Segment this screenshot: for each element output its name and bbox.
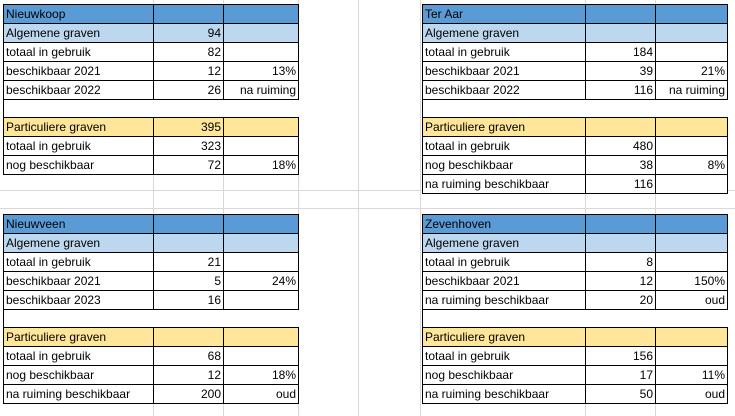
row-value-cell[interactable] <box>154 215 224 234</box>
row-value-cell[interactable]: 82 <box>154 43 224 62</box>
row-extra-cell[interactable]: oud <box>656 291 728 310</box>
spacer-row <box>423 100 728 118</box>
row-label-cell[interactable]: Particuliere graven <box>4 328 154 347</box>
block-title-row <box>423 5 728 24</box>
block-rows <box>4 215 299 404</box>
row-label-cell[interactable] <box>4 310 154 328</box>
row-value-cell[interactable] <box>586 215 656 234</box>
row-value-cell[interactable]: 12 <box>154 62 224 81</box>
row-label-cell[interactable]: nog beschikbaar <box>4 156 154 175</box>
table-row <box>423 385 728 404</box>
row-label-cell[interactable]: beschikbaar 2021 <box>423 272 586 291</box>
table-row <box>4 291 299 310</box>
row-extra-cell[interactable]: oud <box>224 385 299 404</box>
row-extra-cell[interactable] <box>224 215 299 234</box>
row-value-cell[interactable]: 200 <box>154 385 224 404</box>
table-row <box>423 253 728 272</box>
row-value-cell[interactable]: 323 <box>154 137 224 156</box>
row-label-cell[interactable]: beschikbaar 2023 <box>4 291 154 310</box>
table-row <box>4 385 299 404</box>
row-label-cell[interactable]: Zevenhoven <box>423 215 586 234</box>
row-value-cell[interactable]: 12 <box>586 272 656 291</box>
row-extra-cell[interactable] <box>224 291 299 310</box>
block-title-row <box>4 5 299 24</box>
table-row <box>423 272 728 291</box>
row-value-cell[interactable]: 8 <box>586 253 656 272</box>
row-label-cell[interactable]: totaal in gebruik <box>4 347 154 366</box>
spacer-row <box>4 310 299 328</box>
section-header-row <box>423 328 728 347</box>
spacer-row <box>423 310 728 328</box>
row-extra-cell[interactable] <box>656 5 728 24</box>
row-label-cell[interactable]: beschikbaar 2021 <box>4 62 154 81</box>
row-extra-cell[interactable] <box>656 253 728 272</box>
table-row <box>423 137 728 156</box>
section-header-row <box>423 24 728 43</box>
block-ter-aar <box>422 4 728 194</box>
row-value-cell[interactable]: 16 <box>154 291 224 310</box>
row-extra-cell[interactable]: oud <box>656 385 728 404</box>
table-row <box>423 366 728 385</box>
block-rows <box>4 5 299 175</box>
row-value-cell[interactable] <box>586 310 656 328</box>
row-value-cell[interactable]: 116 <box>586 175 656 194</box>
row-value-cell[interactable] <box>586 24 656 43</box>
row-value-cell[interactable]: 38 <box>586 156 656 175</box>
row-label-cell[interactable]: Particuliere graven <box>4 118 154 137</box>
table-row <box>423 62 728 81</box>
row-extra-cell[interactable] <box>656 43 728 62</box>
row-label-cell[interactable]: Algemene graven <box>4 234 154 253</box>
block-nieuwveen <box>3 214 299 404</box>
row-extra-cell[interactable]: 150% <box>656 272 728 291</box>
row-extra-cell[interactable]: 24% <box>224 272 299 291</box>
row-label-cell[interactable]: beschikbaar 2022 <box>423 81 586 100</box>
section-header-row <box>423 234 728 253</box>
row-value-cell[interactable] <box>154 234 224 253</box>
row-label-cell[interactable]: totaal in gebruik <box>423 253 586 272</box>
section-header-row <box>4 328 299 347</box>
row-label-cell[interactable]: totaal in gebruik <box>423 43 586 62</box>
row-extra-cell[interactable] <box>224 328 299 347</box>
row-value-cell[interactable]: 5 <box>154 272 224 291</box>
row-value-cell[interactable] <box>154 310 224 328</box>
row-label-cell[interactable]: totaal in gebruik <box>4 43 154 62</box>
row-extra-cell[interactable] <box>656 100 728 118</box>
row-value-cell[interactable]: 480 <box>586 137 656 156</box>
row-value-cell[interactable]: 50 <box>586 385 656 404</box>
block-nieuwkoop <box>3 4 299 175</box>
row-extra-cell[interactable] <box>656 24 728 43</box>
block-rows <box>423 5 728 194</box>
row-label-cell[interactable] <box>4 100 154 118</box>
block-title-row <box>4 215 299 234</box>
row-extra-cell[interactable]: 18% <box>224 366 299 385</box>
row-extra-cell[interactable] <box>224 310 299 328</box>
table-row <box>4 253 299 272</box>
block-title-row <box>423 215 728 234</box>
row-extra-cell[interactable] <box>224 100 299 118</box>
row-value-cell[interactable] <box>154 100 224 118</box>
row-value-cell[interactable]: 21 <box>154 253 224 272</box>
table-row <box>423 81 728 100</box>
row-label-cell[interactable]: Particuliere graven <box>423 118 586 137</box>
row-label-cell[interactable]: nog beschikbaar <box>423 156 586 175</box>
row-value-cell[interactable]: 94 <box>154 24 224 43</box>
table-row <box>423 175 728 194</box>
row-extra-cell[interactable]: 18% <box>224 156 299 175</box>
row-label-cell[interactable]: Particuliere graven <box>423 328 586 347</box>
row-extra-cell[interactable] <box>224 5 299 24</box>
row-extra-cell[interactable] <box>224 253 299 272</box>
section-header-row <box>4 118 299 137</box>
row-extra-cell[interactable]: 11% <box>656 366 728 385</box>
table-row <box>4 137 299 156</box>
table-row <box>423 291 728 310</box>
row-extra-cell[interactable] <box>656 310 728 328</box>
table-row <box>4 366 299 385</box>
row-value-cell[interactable] <box>586 234 656 253</box>
row-label-cell[interactable]: na ruiming beschikbaar <box>4 385 154 404</box>
row-label-cell[interactable]: na ruiming beschikbaar <box>423 291 586 310</box>
table-row <box>4 62 299 81</box>
row-label-cell[interactable]: nog beschikbaar <box>4 366 154 385</box>
row-extra-cell[interactable] <box>656 347 728 366</box>
row-label-cell[interactable]: totaal in gebruik <box>4 137 154 156</box>
row-label-cell[interactable]: Nieuwveen <box>4 215 154 234</box>
row-value-cell[interactable]: 156 <box>586 347 656 366</box>
row-extra-cell[interactable] <box>224 24 299 43</box>
row-value-cell[interactable]: 72 <box>154 156 224 175</box>
row-label-cell[interactable]: beschikbaar 2022 <box>4 81 154 100</box>
row-value-cell[interactable]: 26 <box>154 81 224 100</box>
row-label-cell[interactable]: nog beschikbaar <box>423 366 586 385</box>
row-extra-cell[interactable] <box>656 234 728 253</box>
row-extra-cell[interactable]: 13% <box>224 62 299 81</box>
table-row <box>4 43 299 62</box>
block-zevenhoven <box>422 214 728 404</box>
row-extra-cell[interactable] <box>656 328 728 347</box>
block-rows <box>423 215 728 404</box>
row-label-cell[interactable]: Algemene graven <box>4 24 154 43</box>
table-row <box>4 272 299 291</box>
row-value-cell[interactable] <box>586 328 656 347</box>
row-extra-cell[interactable] <box>224 118 299 137</box>
row-value-cell[interactable] <box>154 328 224 347</box>
row-extra-cell[interactable]: na ruiming <box>224 81 299 100</box>
row-label-cell[interactable]: na ruiming beschikbaar <box>423 175 586 194</box>
row-value-cell[interactable]: 12 <box>154 366 224 385</box>
row-label-cell[interactable]: beschikbaar 2021 <box>423 62 586 81</box>
row-label-cell[interactable]: Ter Aar <box>423 5 586 24</box>
row-extra-cell[interactable]: 8% <box>656 156 728 175</box>
row-value-cell[interactable]: 68 <box>154 347 224 366</box>
row-value-cell[interactable] <box>586 100 656 118</box>
table-row <box>423 156 728 175</box>
row-label-cell[interactable]: na ruiming beschikbaar <box>423 385 586 404</box>
section-header-row <box>4 234 299 253</box>
row-label-cell[interactable]: beschikbaar 2021 <box>4 272 154 291</box>
row-value-cell[interactable] <box>586 118 656 137</box>
row-label-cell[interactable] <box>423 100 586 118</box>
row-label-cell[interactable] <box>423 310 586 328</box>
row-extra-cell[interactable] <box>224 234 299 253</box>
row-extra-cell[interactable] <box>224 43 299 62</box>
row-value-cell[interactable]: 17 <box>586 366 656 385</box>
row-extra-cell[interactable] <box>656 118 728 137</box>
row-label-cell[interactable]: Algemene graven <box>423 234 586 253</box>
row-value-cell[interactable]: 184 <box>586 43 656 62</box>
row-value-cell[interactable]: 395 <box>154 118 224 137</box>
row-label-cell[interactable]: Algemene graven <box>423 24 586 43</box>
row-value-cell[interactable] <box>586 5 656 24</box>
table-row <box>4 81 299 100</box>
row-value-cell[interactable]: 20 <box>586 291 656 310</box>
row-extra-cell[interactable]: 21% <box>656 62 728 81</box>
row-extra-cell[interactable]: na ruiming <box>656 81 728 100</box>
row-value-cell[interactable] <box>154 5 224 24</box>
row-extra-cell[interactable] <box>224 347 299 366</box>
row-extra-cell[interactable] <box>656 215 728 234</box>
table-row <box>423 347 728 366</box>
row-label-cell[interactable]: totaal in gebruik <box>423 347 586 366</box>
table-row <box>4 347 299 366</box>
row-value-cell[interactable]: 39 <box>586 62 656 81</box>
row-label-cell[interactable]: totaal in gebruik <box>4 253 154 272</box>
section-header-row <box>423 118 728 137</box>
row-extra-cell[interactable] <box>224 137 299 156</box>
section-header-row <box>4 24 299 43</box>
row-extra-cell[interactable] <box>656 137 728 156</box>
row-label-cell[interactable]: totaal in gebruik <box>423 137 586 156</box>
table-row <box>423 43 728 62</box>
table-row <box>4 156 299 175</box>
row-label-cell[interactable]: Nieuwkoop <box>4 5 154 24</box>
row-extra-cell[interactable] <box>656 175 728 194</box>
row-value-cell[interactable]: 116 <box>586 81 656 100</box>
spacer-row <box>4 100 299 118</box>
gridline <box>0 208 735 209</box>
